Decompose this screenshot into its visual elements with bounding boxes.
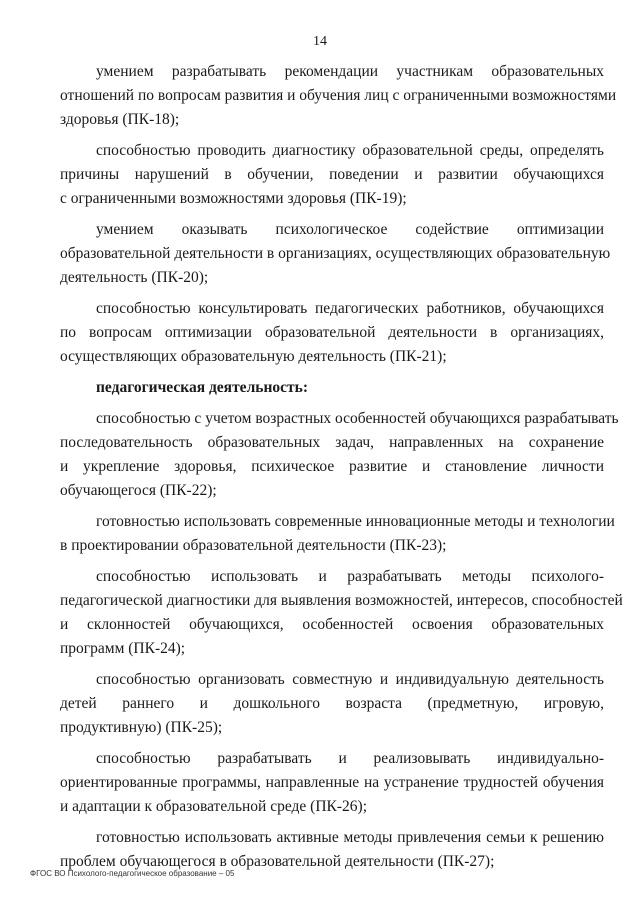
paragraph	[60, 60, 617, 132]
paragraph	[60, 407, 619, 503]
text-line: готовностью использовать современные инновационные методы и технологии	[96, 513, 615, 530]
paragraph	[60, 510, 615, 558]
text-line: способностью организовать совместную и индивидуальную деятельность	[96, 671, 604, 688]
text-line: педагогической диагностики для выявления возможностей, интересов, способностей	[60, 592, 623, 609]
text-line: обучающегося (ПК-22);	[60, 482, 217, 499]
paragraph	[60, 747, 604, 819]
page-body	[60, 60, 623, 881]
text-line: способностью с учетом возрастных особенностей обучающихся разрабатывать	[96, 410, 619, 427]
text-line: способностью проводить диагностику образовательной среды, определять	[96, 142, 604, 159]
text-line: педагогическая деятельность:	[96, 379, 308, 396]
text-line: по вопросам оптимизации образовательной деятельности в организациях,	[60, 324, 604, 341]
text-line: в проектировании образовательной деятельности (ПК-23);	[60, 537, 447, 554]
text-line: продуктивную) (ПК-25);	[60, 719, 223, 736]
section-heading	[60, 376, 604, 400]
text-line: способностью использовать и разрабатывать методы психолого-	[96, 568, 604, 585]
text-line: здоровья (ПК-18);	[60, 111, 180, 128]
text-line: и адаптации к образовательной среде (ПК-26);	[60, 798, 367, 815]
text-line: и укрепление здоровья, психическое развитие и становление личности	[60, 458, 604, 475]
text-line: с ограниченными возможностями здоровья (ПК-19);	[60, 190, 407, 207]
text-line: готовностью использовать активные методы привлечения семьи к решению	[96, 829, 604, 846]
paragraph	[60, 668, 604, 740]
paragraph	[60, 826, 604, 874]
text-line: деятельность (ПК-20);	[60, 269, 209, 286]
text-line: и склонностей обучающихся, особенностей освоения образовательных	[60, 616, 604, 633]
paragraph	[60, 218, 611, 290]
text-line: ориентированные программы, направленные на устранение трудностей обучения	[60, 774, 604, 791]
paragraph	[60, 565, 623, 661]
text-line: детей раннего и дошкольного возраста (предметную, игровую,	[60, 695, 604, 712]
paragraph	[60, 139, 604, 211]
text-line: осуществляющих образовательную деятельность (ПК-21);	[60, 348, 447, 365]
text-line: отношений по вопросам развития и обучения лиц с ограниченными возможностями	[60, 87, 617, 104]
page-footer: ФГОС ВО Психолого-педагогическое образование – 05	[30, 869, 235, 878]
text-line: образовательной деятельности в организациях, осуществляющих образовательную	[60, 245, 611, 262]
text-line: умением разрабатывать рекомендации участникам образовательных	[96, 63, 604, 80]
text-line: причины нарушений в обучении, поведении и развитии обучающихся	[60, 166, 604, 183]
text-line: умением оказывать психологическое содействие оптимизации	[96, 221, 604, 238]
text-line: способностью разрабатывать и реализовывать индивидуально-	[96, 750, 604, 767]
paragraph	[60, 297, 604, 369]
page-number: 14	[313, 34, 327, 49]
text-line: последовательность образовательных задач, направленных на сохранение	[60, 434, 604, 451]
text-line: способностью консультировать педагогических работников, обучающихся	[96, 300, 604, 317]
text-line: программ (ПК-24);	[60, 640, 186, 657]
text-line: проблем обучающегося в образовательной деятельности (ПК-27);	[60, 853, 495, 870]
